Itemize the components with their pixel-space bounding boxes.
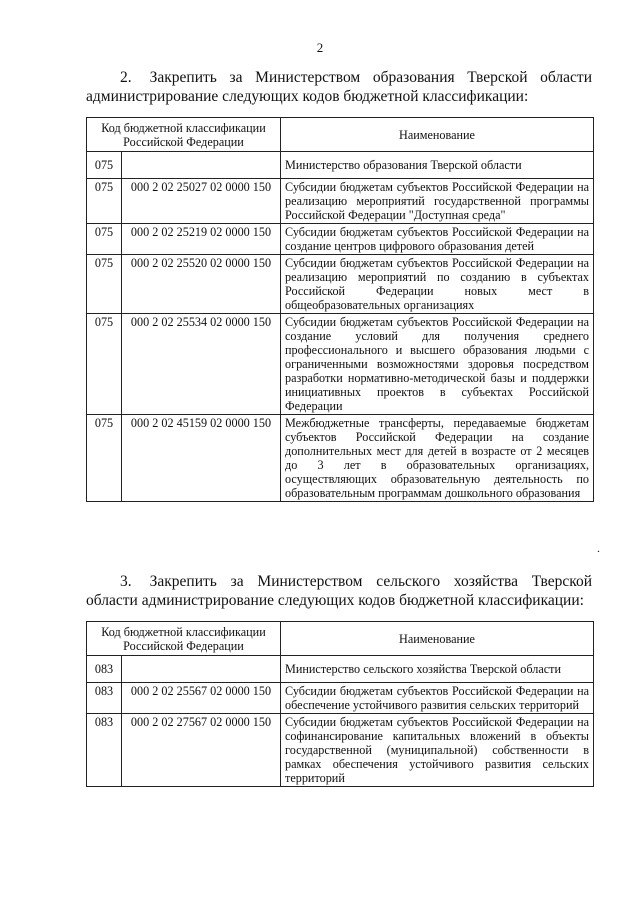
ministry-code-empty [122, 656, 281, 683]
table-row [87, 224, 594, 255]
code-description: Субсидии бюджетам субъектов Российской Федерации на софинансирование капитальных вложений в объекты государственной (муниципальной) собственности в рамках обеспечения устойчивого развития сельских территорий [281, 714, 594, 787]
ministry-name: Министерство образования Тверской области [281, 152, 594, 179]
budget-code: 000 2 02 25534 02 0000 150 [122, 314, 281, 415]
admin-code: 075 [87, 224, 122, 255]
table-row [87, 179, 594, 224]
table-row [87, 683, 594, 714]
table-header-row [87, 118, 594, 152]
code-description: Субсидии бюджетам субъектов Российской Федерации на обеспечение устойчивого развития сельских территорий [281, 683, 594, 714]
ministry-code: 083 [87, 656, 122, 683]
header-name: Наименование [281, 118, 594, 152]
header-code: Код бюджетной классификации Российской Федерации [87, 622, 281, 656]
code-description: Субсидии бюджетам субъектов Российской Федерации на создание центров цифрового образования детей [281, 224, 594, 255]
header-name: Наименование [281, 622, 594, 656]
ministry-code: 075 [87, 152, 122, 179]
header-code: Код бюджетной классификации Российской Федерации [87, 118, 281, 152]
budget-code: 000 2 02 27567 02 0000 150 [122, 714, 281, 787]
section-3-text: Закрепить за Министерством сельского хозяйства Тверской области администрирование следующих кодов бюджетной классификации: [86, 573, 592, 609]
code-description: Межбюджетные трансферты, передаваемые бюджетам субъектов Российской Федерации на создание дополнительных мест для детей в возрасте от 2 месяцев до 3 лет в образовательных организациях, осуществляющих образовательную деятельность по образовательным программам дошкольного образования [281, 415, 594, 502]
table-row [87, 714, 594, 787]
section-2-number: 2. [120, 69, 132, 86]
budget-code: 000 2 02 25219 02 0000 150 [122, 224, 281, 255]
admin-code: 083 [87, 683, 122, 714]
section-3-paragraph [86, 572, 592, 610]
code-description: Субсидии бюджетам субъектов Российской Федерации на реализацию мероприятий по созданию в субъектах Российской Федерации новых мест в общеобразовательных организациях [281, 255, 594, 314]
table-row-ministry [87, 656, 594, 683]
page-number: 2 [316, 40, 324, 55]
code-description: Субсидии бюджетам субъектов Российской Федерации на создание условий для получения среднего профессионального и высшего образования людьми с ограниченными возможностями здоровья посредством разработки нормативно-методической базы и поддержки инициативных проектов в субъектах Российской Федерации [281, 314, 594, 415]
section-3-number: 3. [120, 573, 132, 590]
section-2-paragraph [86, 68, 592, 106]
table-row [87, 314, 594, 415]
section-2-text: Закрепить за Министерством образования Тверской области администрирование следующих кодов бюджетной классификации: [86, 69, 592, 105]
ministry-code-empty [122, 152, 281, 179]
code-description: Субсидии бюджетам субъектов Российской Федерации на реализацию мероприятий государственной программы Российской Федерации "Доступная среда" [281, 179, 594, 224]
admin-code: 083 [87, 714, 122, 787]
table-header-row [87, 622, 594, 656]
table-row [87, 415, 594, 502]
ministry-name: Министерство сельского хозяйства Тверской области [281, 656, 594, 683]
admin-code: 075 [87, 415, 122, 502]
table-row [87, 255, 594, 314]
budget-code: 000 2 02 25027 02 0000 150 [122, 179, 281, 224]
table-education-codes [86, 117, 594, 502]
stray-mark: . [597, 541, 600, 555]
table-agriculture-codes [86, 621, 594, 787]
budget-code: 000 2 02 25520 02 0000 150 [122, 255, 281, 314]
admin-code: 075 [87, 255, 122, 314]
budget-code: 000 2 02 45159 02 0000 150 [122, 415, 281, 502]
budget-code: 000 2 02 25567 02 0000 150 [122, 683, 281, 714]
table-row-ministry [87, 152, 594, 179]
admin-code: 075 [87, 314, 122, 415]
admin-code: 075 [87, 179, 122, 224]
